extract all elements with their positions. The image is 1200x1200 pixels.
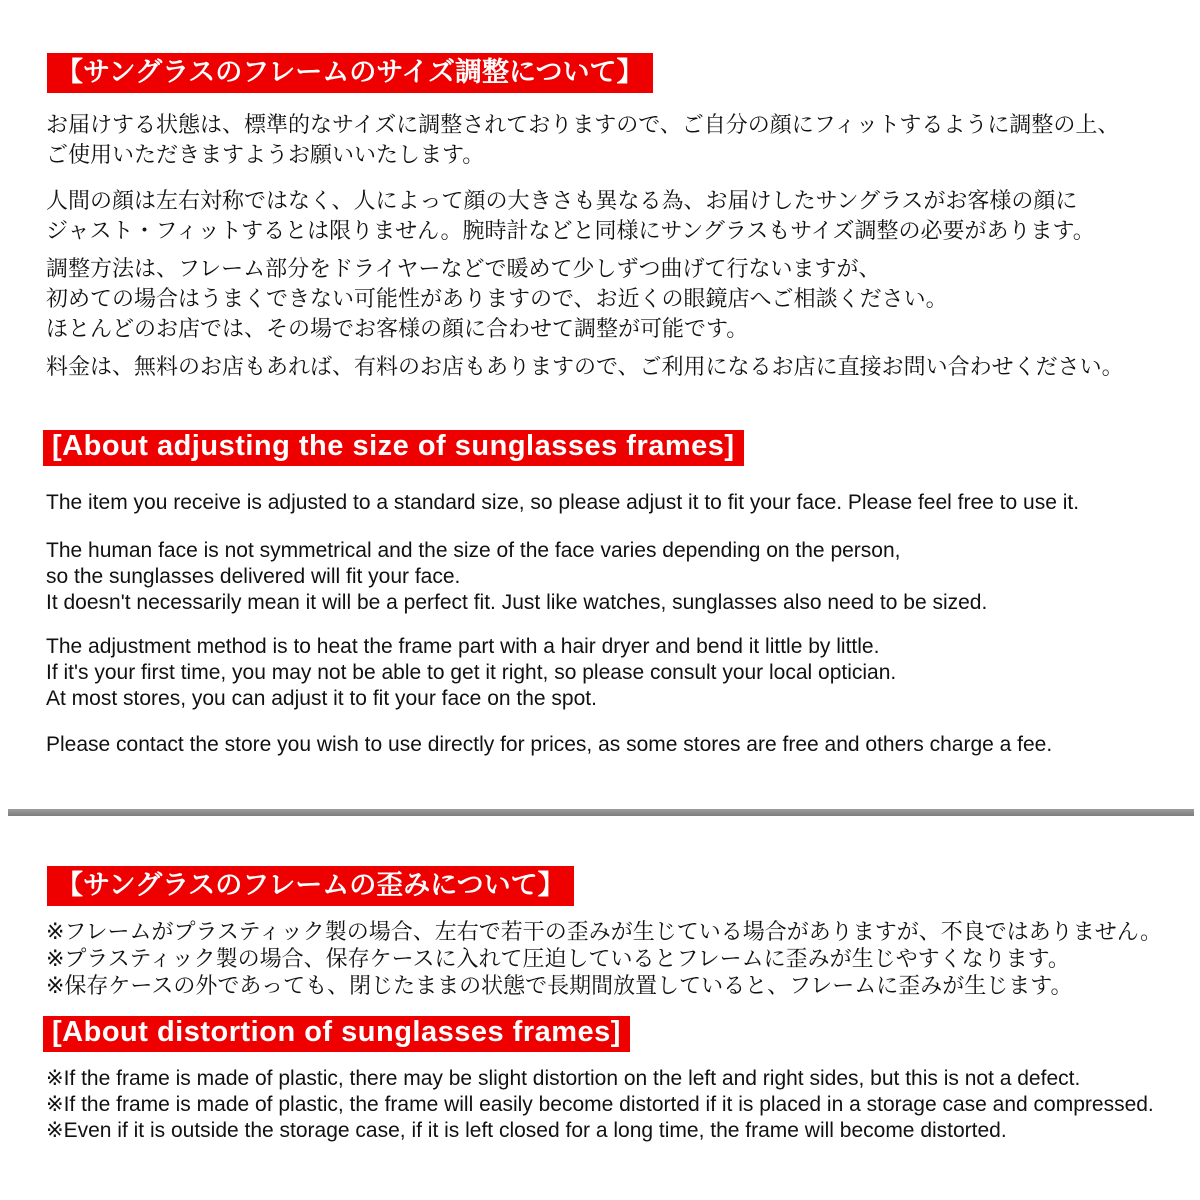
jp-size-heading-banner: 【サングラスのフレームのサイズ調整について】 [47,53,653,93]
text-line: so the sunglasses delivered will fit your face. [46,565,461,588]
jp-size-paragraph-3 [46,254,948,344]
jp-distortion-notes [46,918,1162,999]
en-distortion-heading-banner: [About distortion of sunglasses frames] [43,1016,630,1052]
en-size-heading-banner: [About adjusting the size of sunglasses frames] [43,430,744,466]
jp-size-paragraph-4 [46,352,1124,382]
text-line: ほとんどのお店では、その場でお客様の顔に合わせて調整が可能です。 [46,316,749,341]
text-line: 調整方法は、フレーム部分をドライヤーなどで暖めて少しずつ曲げて行ないますが、 [46,256,881,281]
en-size-paragraph-3 [46,634,896,712]
text-line: The adjustment method is to heat the frame part with a hair dryer and bend it little by little. [46,635,880,658]
en-size-paragraph-2 [46,538,987,616]
text-line: 料金は、無料のお店もあれば、有料のお店もありますので、ご利用になるお店に直接お問い合わせください。 [46,354,1124,379]
jp-distortion-heading-banner: 【サングラスのフレームの歪みについて】 [47,866,574,906]
note-line: ※プラスティック製の場合、保存ケースに入れて圧迫しているとフレームに歪みが生じやすくなります。 [46,946,1070,971]
en-distortion-notes [46,1066,1154,1144]
jp-size-paragraph-1 [46,110,1119,170]
text-line: The item you receive is adjusted to a standard size, so please adjust it to fit your face. Please feel free to use it. [46,491,1080,514]
text-line: Please contact the store you wish to use directly for prices, as some stores are free and others charge a fee. [46,733,1053,756]
note-line: ※保存ケースの外であっても、閉じたままの状態で長期間放置していると、フレームに歪みが生じます。 [46,973,1073,998]
text-line: ジャスト・フィットするとは限りません。腕時計などと同様にサングラスもサイズ調整の必要があります。 [46,218,1095,243]
note-line: ※Even if it is outside the storage case, if it is left closed for a long time, the frame will become distorted. [46,1119,1007,1142]
text-line: It doesn't necessarily mean it will be a perfect fit. Just like watches, sunglasses also need to be sized. [46,591,988,614]
text-line: ご使用いただきますようお願いいたします。 [46,142,485,167]
text-line: 人間の顔は左右対称ではなく、人によって顔の大きさも異なる為、お届けしたサングラスがお客様の顔に [46,188,1078,213]
en-size-paragraph-4 [46,732,1052,758]
text-line: 初めての場合はうまくできない可能性がありますので、お近くの眼鏡店へご相談ください。 [46,286,948,311]
text-line: The human face is not symmetrical and the size of the face varies depending on the person, [46,539,901,562]
text-line: At most stores, you can adjust it to fit your face on the spot. [46,687,597,710]
text-line: If it's your first time, you may not be able to get it right, so please consult your local optician. [46,661,897,684]
note-line: ※If the frame is made of plastic, the frame will easily become distorted if it is placed in a storage case and compressed. [46,1093,1154,1116]
note-line: ※フレームがプラスティック製の場合、左右で若干の歪みが生じている場合がありますが、不良ではありません。 [46,919,1163,944]
section-divider [8,809,1194,816]
jp-size-paragraph-2 [46,186,1095,246]
note-line: ※If the frame is made of plastic, there may be slight distortion on the left and right sides, but this is not a defect. [46,1067,1081,1090]
en-size-paragraph-1 [46,490,1079,516]
text-line: お届けする状態は、標準的なサイズに調整されておりますので、ご自分の顔にフィットするように調整の上、 [46,112,1120,137]
